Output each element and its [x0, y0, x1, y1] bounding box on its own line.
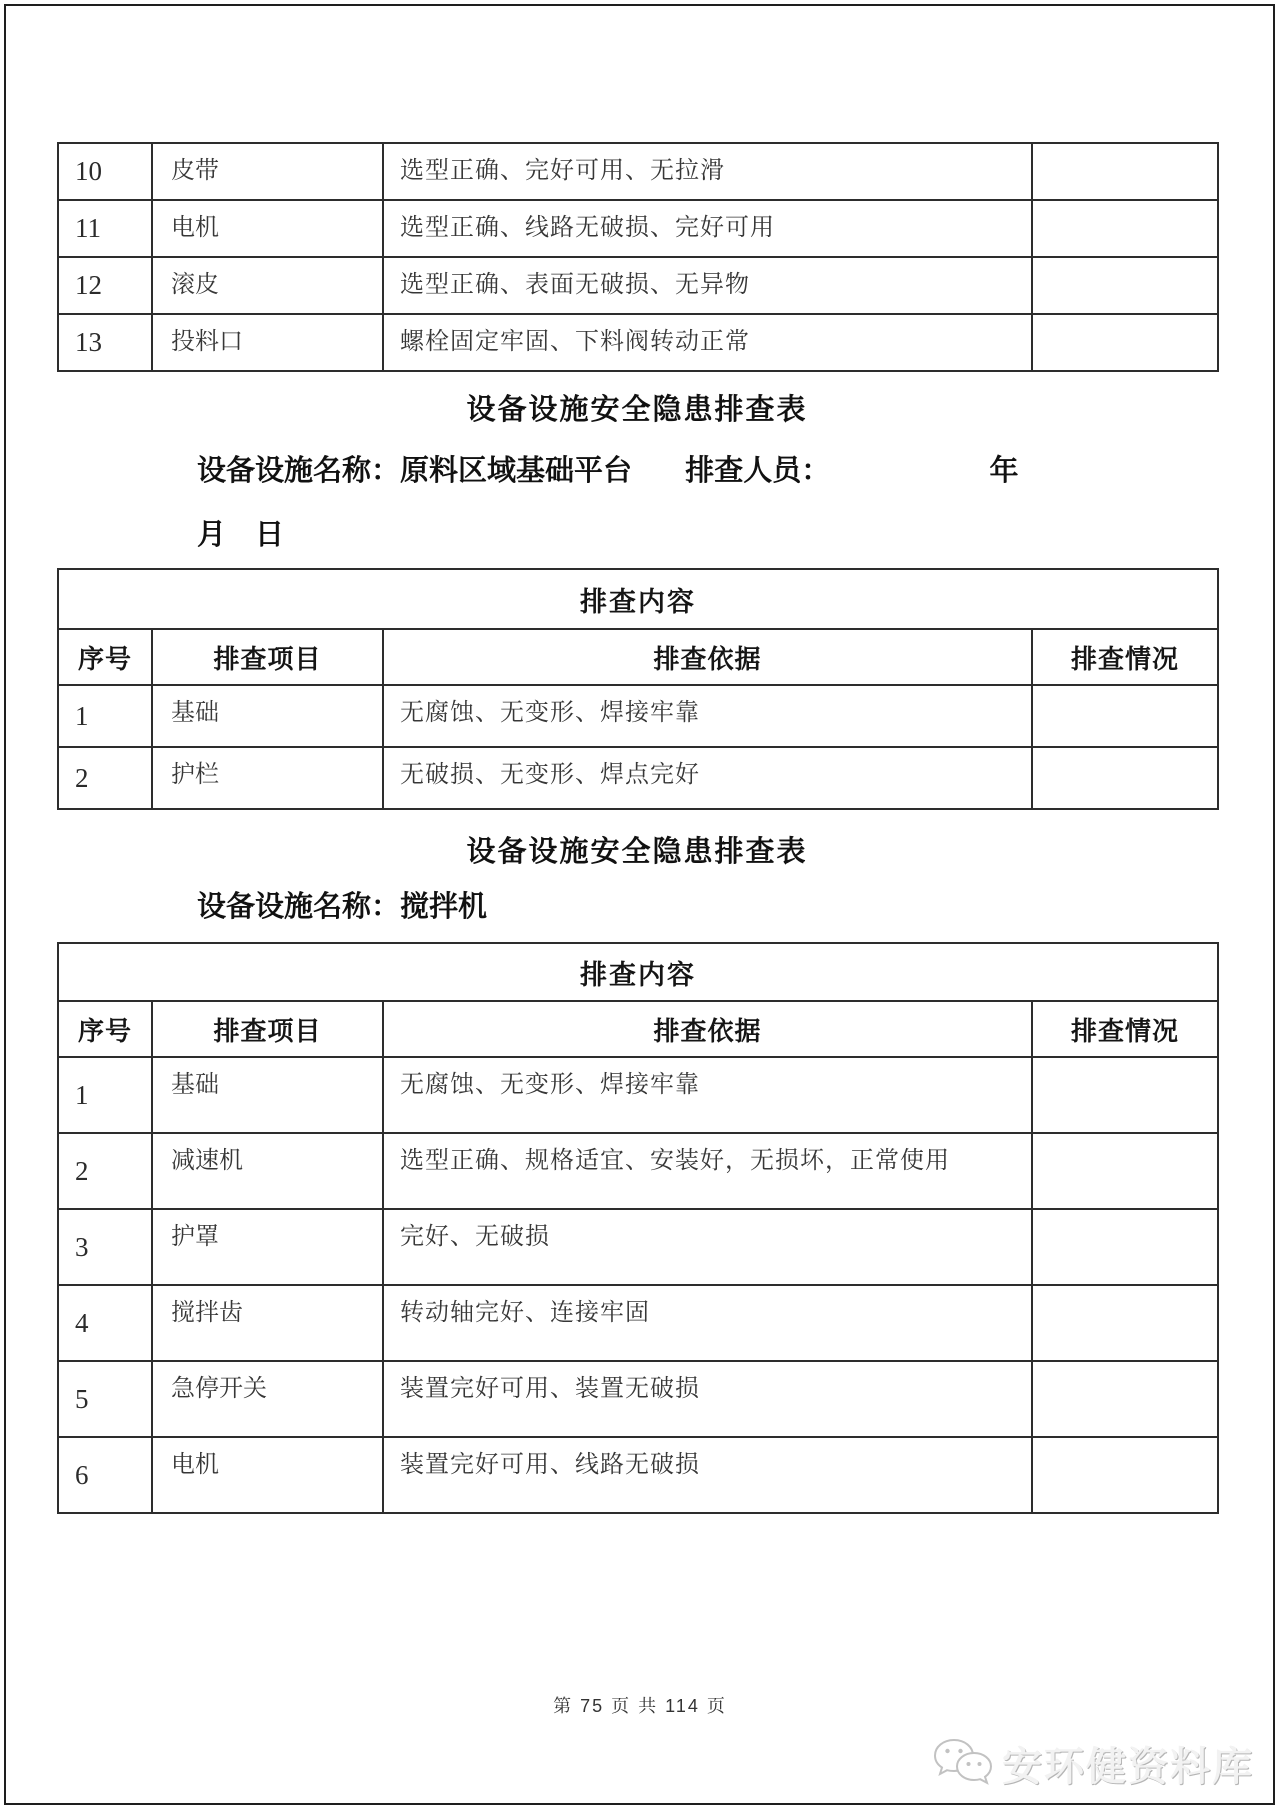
merged-header-label: 排查内容	[58, 569, 1218, 629]
inspect-item: 搅拌齿	[152, 1285, 383, 1361]
status-cell	[1032, 257, 1218, 314]
table-row	[58, 1285, 1218, 1361]
document-content	[57, 0, 1217, 1514]
inspect-basis: 选型正确、完好可用、无拉滑	[383, 143, 1032, 200]
row-number: 12	[58, 257, 152, 314]
table-row	[58, 1361, 1218, 1437]
status-cell	[1032, 314, 1218, 371]
table-row	[58, 1437, 1218, 1513]
table-row	[58, 143, 1218, 200]
row-number: 13	[58, 314, 152, 371]
inspect-basis: 选型正确、表面无破损、无异物	[383, 257, 1032, 314]
inspect-item: 滚皮	[152, 257, 383, 314]
col-header-status: 排查情况	[1032, 629, 1218, 685]
inspect-basis: 无破损、无变形、焊点完好	[383, 747, 1032, 809]
inspect-basis: 选型正确、线路无破损、完好可用	[383, 200, 1032, 257]
section2-subtitle: 设备设施名称：搅拌机	[197, 891, 488, 923]
inspect-basis: 螺栓固定牢固、下料阀转动正常	[383, 314, 1032, 371]
table-column-headers	[58, 1001, 1218, 1057]
checklist-table-continuation	[57, 142, 1219, 372]
col-header-no: 序号	[58, 629, 152, 685]
table-row	[58, 685, 1218, 747]
table-row	[58, 1133, 1218, 1209]
col-header-item: 排查项目	[152, 629, 383, 685]
col-header-no: 序号	[58, 1001, 152, 1057]
row-number: 10	[58, 143, 152, 200]
status-cell	[1032, 1361, 1218, 1437]
inspect-item: 减速机	[152, 1133, 383, 1209]
row-number: 11	[58, 200, 152, 257]
wechat-icon	[932, 1736, 994, 1792]
table-row	[58, 1057, 1218, 1133]
row-number: 4	[58, 1285, 152, 1361]
inspect-item: 电机	[152, 200, 383, 257]
row-number: 3	[58, 1209, 152, 1285]
table-row	[58, 314, 1218, 371]
status-cell	[1032, 200, 1218, 257]
row-number: 1	[58, 685, 152, 747]
month-day-label: 月 日	[197, 519, 285, 551]
inspect-item: 投料口	[152, 314, 383, 371]
inspector-label: 排查人员：	[685, 455, 831, 487]
table-column-headers	[58, 629, 1218, 685]
col-header-basis: 排查依据	[383, 629, 1032, 685]
col-header-status: 排查情况	[1032, 1001, 1218, 1057]
status-cell	[1032, 143, 1218, 200]
inspect-item: 护罩	[152, 1209, 383, 1285]
status-cell	[1032, 1057, 1218, 1133]
table-row	[58, 200, 1218, 257]
merged-header-label: 排查内容	[58, 943, 1218, 1001]
table-row	[58, 257, 1218, 314]
col-header-basis: 排查依据	[383, 1001, 1032, 1057]
table-header-merged	[58, 569, 1218, 629]
row-number: 6	[58, 1437, 152, 1513]
inspect-item: 基础	[152, 685, 383, 747]
inspect-basis: 转动轴完好、连接牢固	[383, 1285, 1032, 1361]
status-cell	[1032, 685, 1218, 747]
status-cell	[1032, 1209, 1218, 1285]
row-number: 2	[58, 1133, 152, 1209]
inspect-item: 急停开关	[152, 1361, 383, 1437]
row-number: 5	[58, 1361, 152, 1437]
table-row	[58, 747, 1218, 809]
table-header-merged	[58, 943, 1218, 1001]
year-label: 年	[989, 455, 1019, 487]
inspect-basis: 无腐蚀、无变形、焊接牢靠	[383, 1057, 1032, 1133]
inspect-item: 皮带	[152, 143, 383, 200]
status-cell	[1032, 1437, 1218, 1513]
section1-subtitle	[197, 452, 1217, 490]
inspect-item: 护栏	[152, 747, 383, 809]
inspect-basis: 完好、无破损	[383, 1209, 1032, 1285]
equipment-name-label: 设备设施名称：原料区域基础平台	[197, 455, 633, 487]
section2-title: 设备设施安全隐患排查表	[466, 836, 808, 868]
status-cell	[1032, 1285, 1218, 1361]
inspect-item: 电机	[152, 1437, 383, 1513]
row-number: 1	[58, 1057, 152, 1133]
table-row	[58, 1209, 1218, 1285]
section1-title: 设备设施安全隐患排查表	[466, 394, 808, 426]
status-cell	[1032, 747, 1218, 809]
inspect-basis: 选型正确、规格适宜、安装好，无损坏，正常使用	[383, 1133, 1032, 1209]
status-cell	[1032, 1133, 1218, 1209]
inspect-item: 基础	[152, 1057, 383, 1133]
section1-checklist-table	[57, 568, 1219, 810]
section2-checklist-table	[57, 942, 1219, 1514]
page-number	[0, 1692, 1280, 1718]
watermark-text: 安环健资料库	[1002, 1744, 1254, 1789]
col-header-item: 排查项目	[152, 1001, 383, 1057]
watermark	[932, 1735, 1254, 1792]
page-number-text: 第 75 页 共 114 页	[553, 1696, 727, 1716]
inspect-basis: 无腐蚀、无变形、焊接牢靠	[383, 685, 1032, 747]
row-number: 2	[58, 747, 152, 809]
inspect-basis: 装置完好可用、线路无破损	[383, 1437, 1032, 1513]
inspect-basis: 装置完好可用、装置无破损	[383, 1361, 1032, 1437]
